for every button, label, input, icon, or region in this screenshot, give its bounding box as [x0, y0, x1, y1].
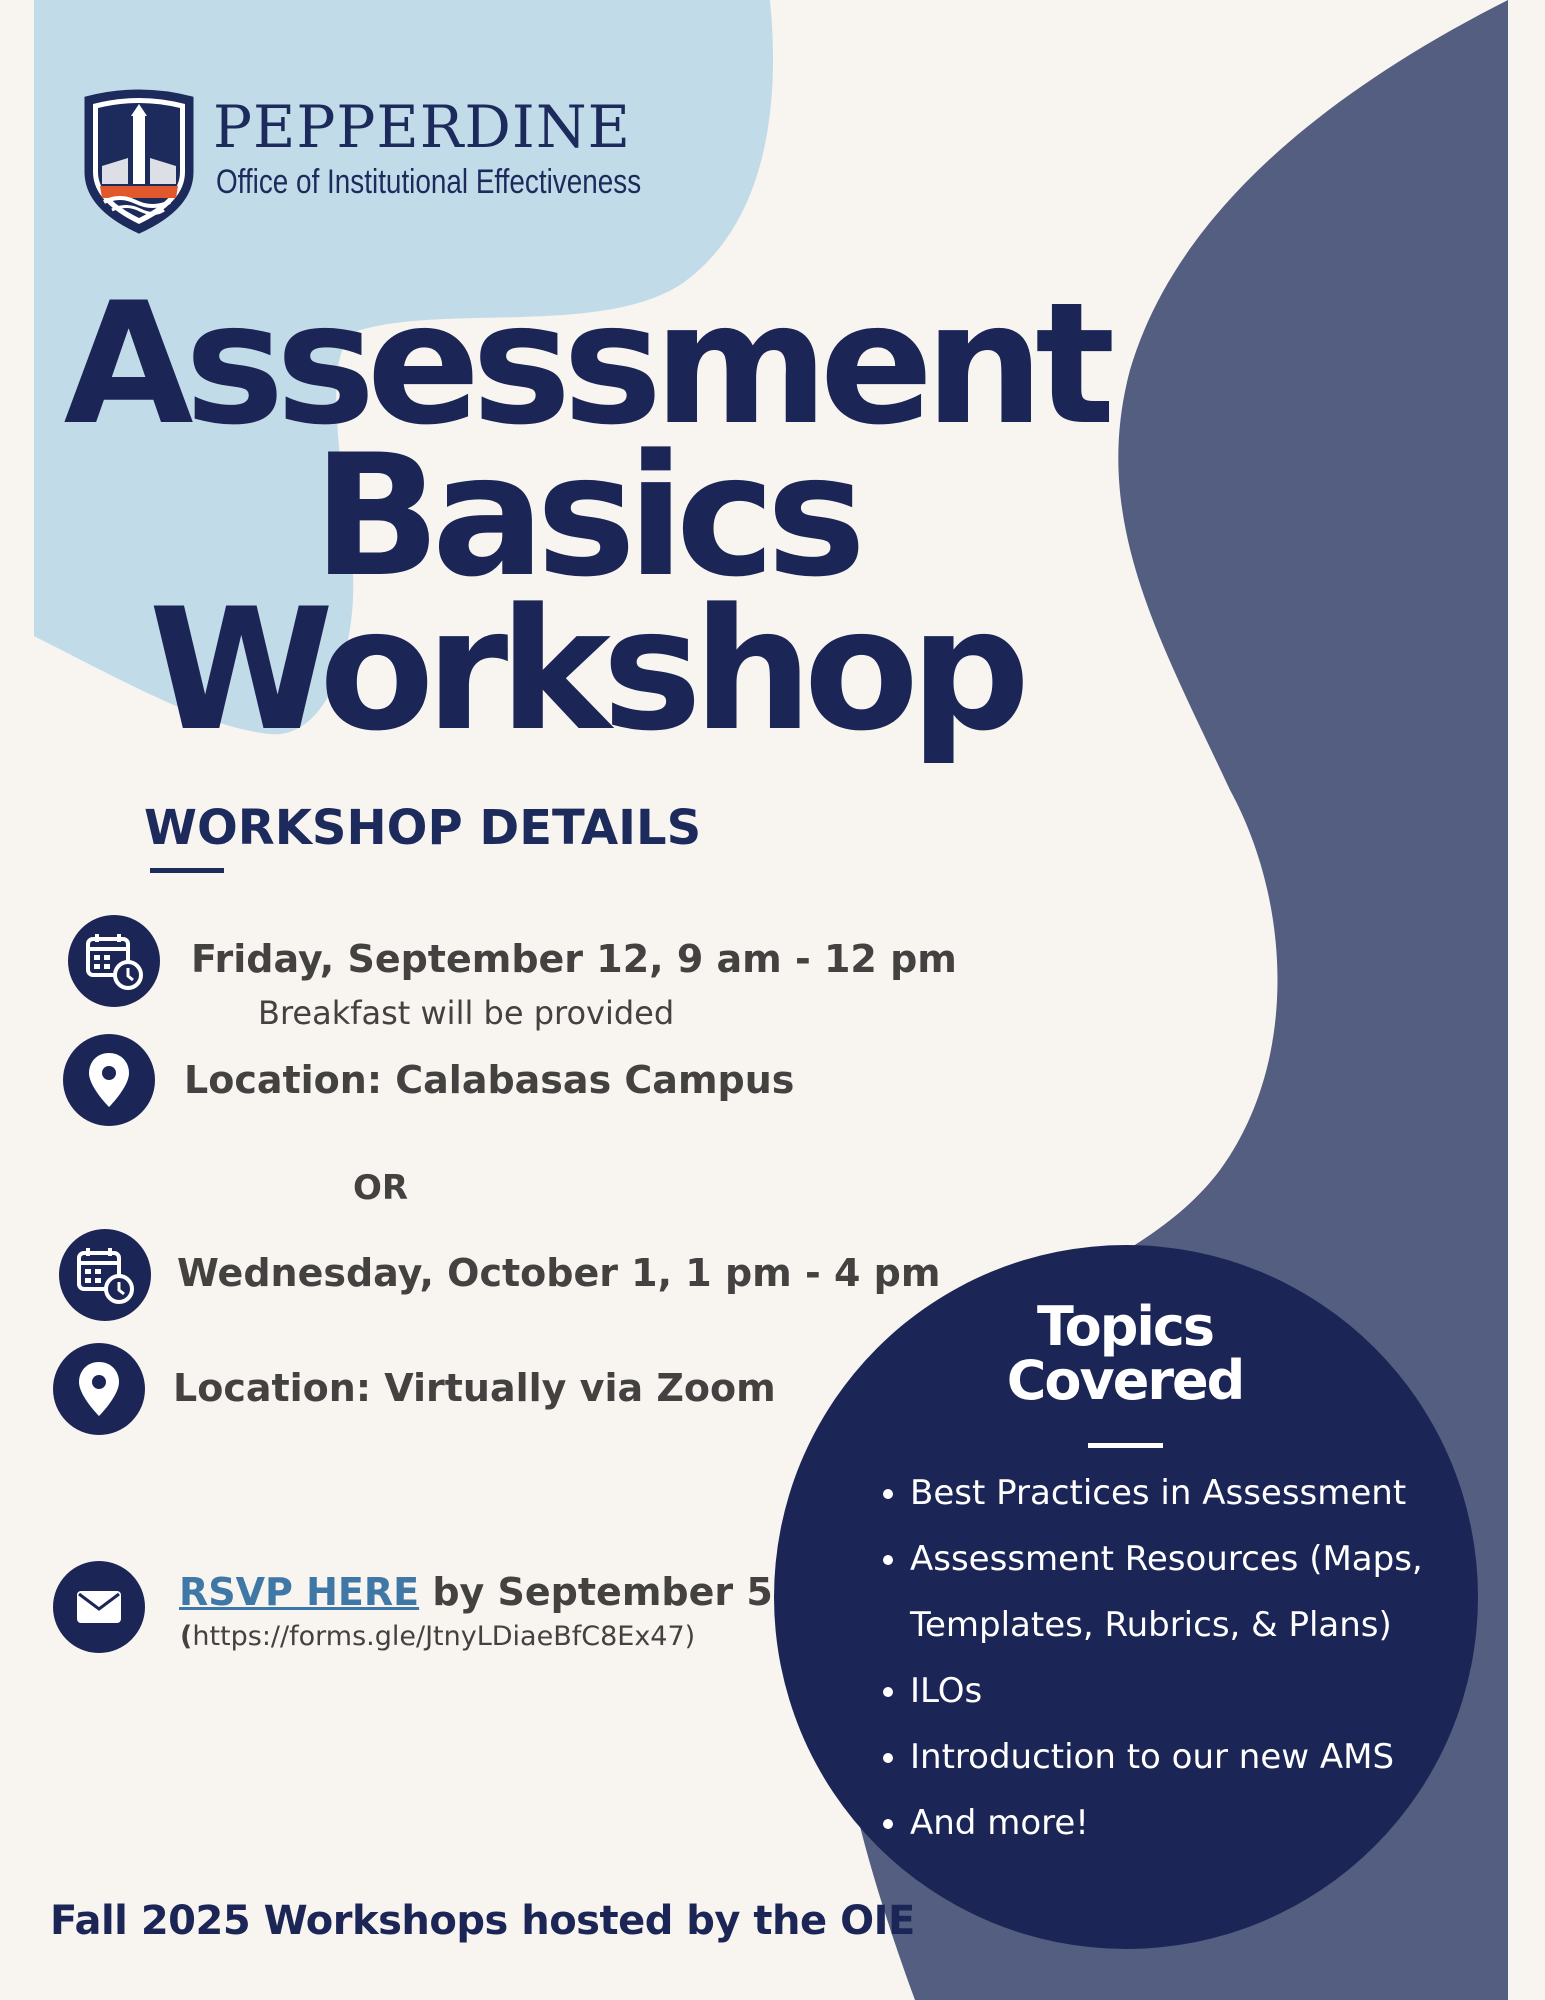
- map-pin-icon: [63, 1034, 155, 1126]
- rsvp-link[interactable]: RSVP HERE: [179, 1570, 420, 1614]
- footer-text: Fall 2025 Workshops hosted by the OIE: [50, 1898, 915, 1944]
- org-subtitle: Office of Institutional Effectiveness: [216, 163, 642, 201]
- rsvp-url-text: https://forms.gle/JtnyLDiaeBfC8Ex47): [192, 1621, 696, 1652]
- topics-title-line-1: Topics: [1036, 1295, 1214, 1358]
- topics-list: [862, 1460, 1490, 1856]
- calendar-clock-icon: [68, 915, 160, 1007]
- rsvp-url: [180, 1621, 695, 1652]
- session1-date: Friday, September 12, 9 am - 12 pm: [191, 937, 957, 981]
- envelope-icon: [53, 1561, 145, 1653]
- topic-item: • Introduction to our new AMS: [910, 1724, 1490, 1790]
- session1-note: Breakfast will be provided: [258, 994, 675, 1032]
- map-pin-icon: [53, 1343, 145, 1435]
- session1-location: Location: Calabasas Campus: [184, 1058, 795, 1102]
- topics-title: [955, 1295, 1295, 1412]
- topic-item: • Best Practices in Assessment: [910, 1460, 1490, 1526]
- topic-item: • Assessment Resources (Maps, Templates, Rubrics, & Plans): [910, 1526, 1490, 1658]
- calendar-clock-icon: [59, 1229, 151, 1321]
- rsvp-line: [179, 1570, 773, 1614]
- title-line-2: Basics: [312, 418, 858, 614]
- pepperdine-crest-logo: [78, 88, 200, 234]
- title-line-3: Workshop: [148, 572, 1022, 768]
- workshop-details-heading: WORKSHOP DETAILS: [144, 800, 702, 856]
- heading-underline: [150, 868, 224, 873]
- topics-underline: [1088, 1443, 1163, 1448]
- or-separator: OR: [353, 1168, 409, 1208]
- org-name: PEPPERDINE: [213, 93, 631, 161]
- session2-date: Wednesday, October 1, 1 pm - 4 pm: [177, 1251, 941, 1295]
- rsvp-deadline: by September 5: [419, 1570, 773, 1614]
- rsvp-url-paren: (: [180, 1621, 193, 1652]
- topic-item: • ILOs: [910, 1658, 1490, 1724]
- topic-item: • And more!: [910, 1790, 1490, 1856]
- session2-location: Location: Virtually via Zoom: [173, 1366, 776, 1410]
- topics-title-line-2: Covered: [1006, 1349, 1244, 1412]
- title-line-1: Assessment: [63, 266, 1107, 462]
